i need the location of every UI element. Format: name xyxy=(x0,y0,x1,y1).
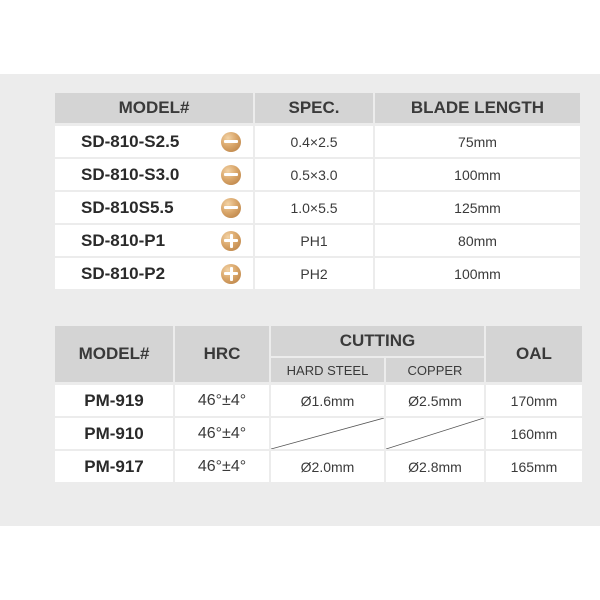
hard-steel-cell-empty xyxy=(271,418,384,449)
header-model: MODEL# xyxy=(55,93,253,123)
header-cutting-subrow xyxy=(271,358,484,382)
oal-cell: 165mm xyxy=(486,451,582,482)
hard-steel-cell: Ø1.6mm xyxy=(271,385,384,416)
header-cutting: CUTTING xyxy=(271,326,484,356)
hard-steel-cell: Ø2.0mm xyxy=(271,451,384,482)
screwdriver-spec-table xyxy=(55,93,582,291)
spec-cell: PH2 xyxy=(255,258,373,289)
cutter-spec-table xyxy=(55,326,582,484)
header-hrc: HRC xyxy=(175,326,269,382)
spec-cell: 0.5×3.0 xyxy=(255,159,373,190)
slotted-screw-icon xyxy=(221,132,241,152)
header-oal: OAL xyxy=(486,326,582,382)
oal-cell: 170mm xyxy=(486,385,582,416)
copper-cell: Ø2.5mm xyxy=(386,385,484,416)
table-header-row xyxy=(55,326,582,382)
model-name: SD-810-P2 xyxy=(81,263,166,283)
model-cell: PM-910 xyxy=(55,418,173,449)
model-cell xyxy=(55,225,253,256)
table-row xyxy=(55,159,582,190)
table-row xyxy=(55,258,582,289)
slotted-screw-icon xyxy=(221,165,241,185)
copper-cell: Ø2.8mm xyxy=(386,451,484,482)
model-cell xyxy=(55,159,253,190)
phillips-screw-icon xyxy=(221,231,241,251)
length-cell: 100mm xyxy=(375,159,580,190)
diagonal-line xyxy=(271,418,384,449)
oal-cell: 160mm xyxy=(486,418,582,449)
model-cell: PM-919 xyxy=(55,385,173,416)
table-row xyxy=(55,126,582,157)
hrc-cell: 46°±4° xyxy=(175,451,269,482)
length-cell: 75mm xyxy=(375,126,580,157)
model-cell: PM-917 xyxy=(55,451,173,482)
spec-cell: 1.0×5.5 xyxy=(255,192,373,223)
phillips-screw-icon xyxy=(221,264,241,284)
table-row xyxy=(55,225,582,256)
length-cell: 125mm xyxy=(375,192,580,223)
hrc-cell: 46°±4° xyxy=(175,385,269,416)
model-name: SD-810-S2.5 xyxy=(81,131,180,151)
hrc-cell: 46°±4° xyxy=(175,418,269,449)
table-header-row xyxy=(55,93,582,123)
table-row xyxy=(55,451,582,482)
header-hard-steel: HARD STEEL xyxy=(271,358,384,382)
table-row xyxy=(55,192,582,223)
header-cutting-group xyxy=(271,326,484,382)
model-name: SD-810-S3.0 xyxy=(81,164,180,184)
header-blade-length: BLADE LENGTH xyxy=(375,93,580,123)
diagonal-line xyxy=(386,418,484,449)
spec-cell: 0.4×2.5 xyxy=(255,126,373,157)
model-name: SD-810-P1 xyxy=(81,230,166,250)
header-spec: SPEC. xyxy=(255,93,373,123)
model-name: SD-810S5.5 xyxy=(81,197,174,217)
header-model: MODEL# xyxy=(55,326,173,382)
model-cell xyxy=(55,192,253,223)
length-cell: 100mm xyxy=(375,258,580,289)
header-copper: COPPER xyxy=(386,358,484,382)
model-cell xyxy=(55,126,253,157)
table-row xyxy=(55,385,582,416)
model-cell xyxy=(55,258,253,289)
slotted-screw-icon xyxy=(221,198,241,218)
length-cell: 80mm xyxy=(375,225,580,256)
spec-cell: PH1 xyxy=(255,225,373,256)
table-row xyxy=(55,418,582,449)
copper-cell-empty xyxy=(386,418,484,449)
